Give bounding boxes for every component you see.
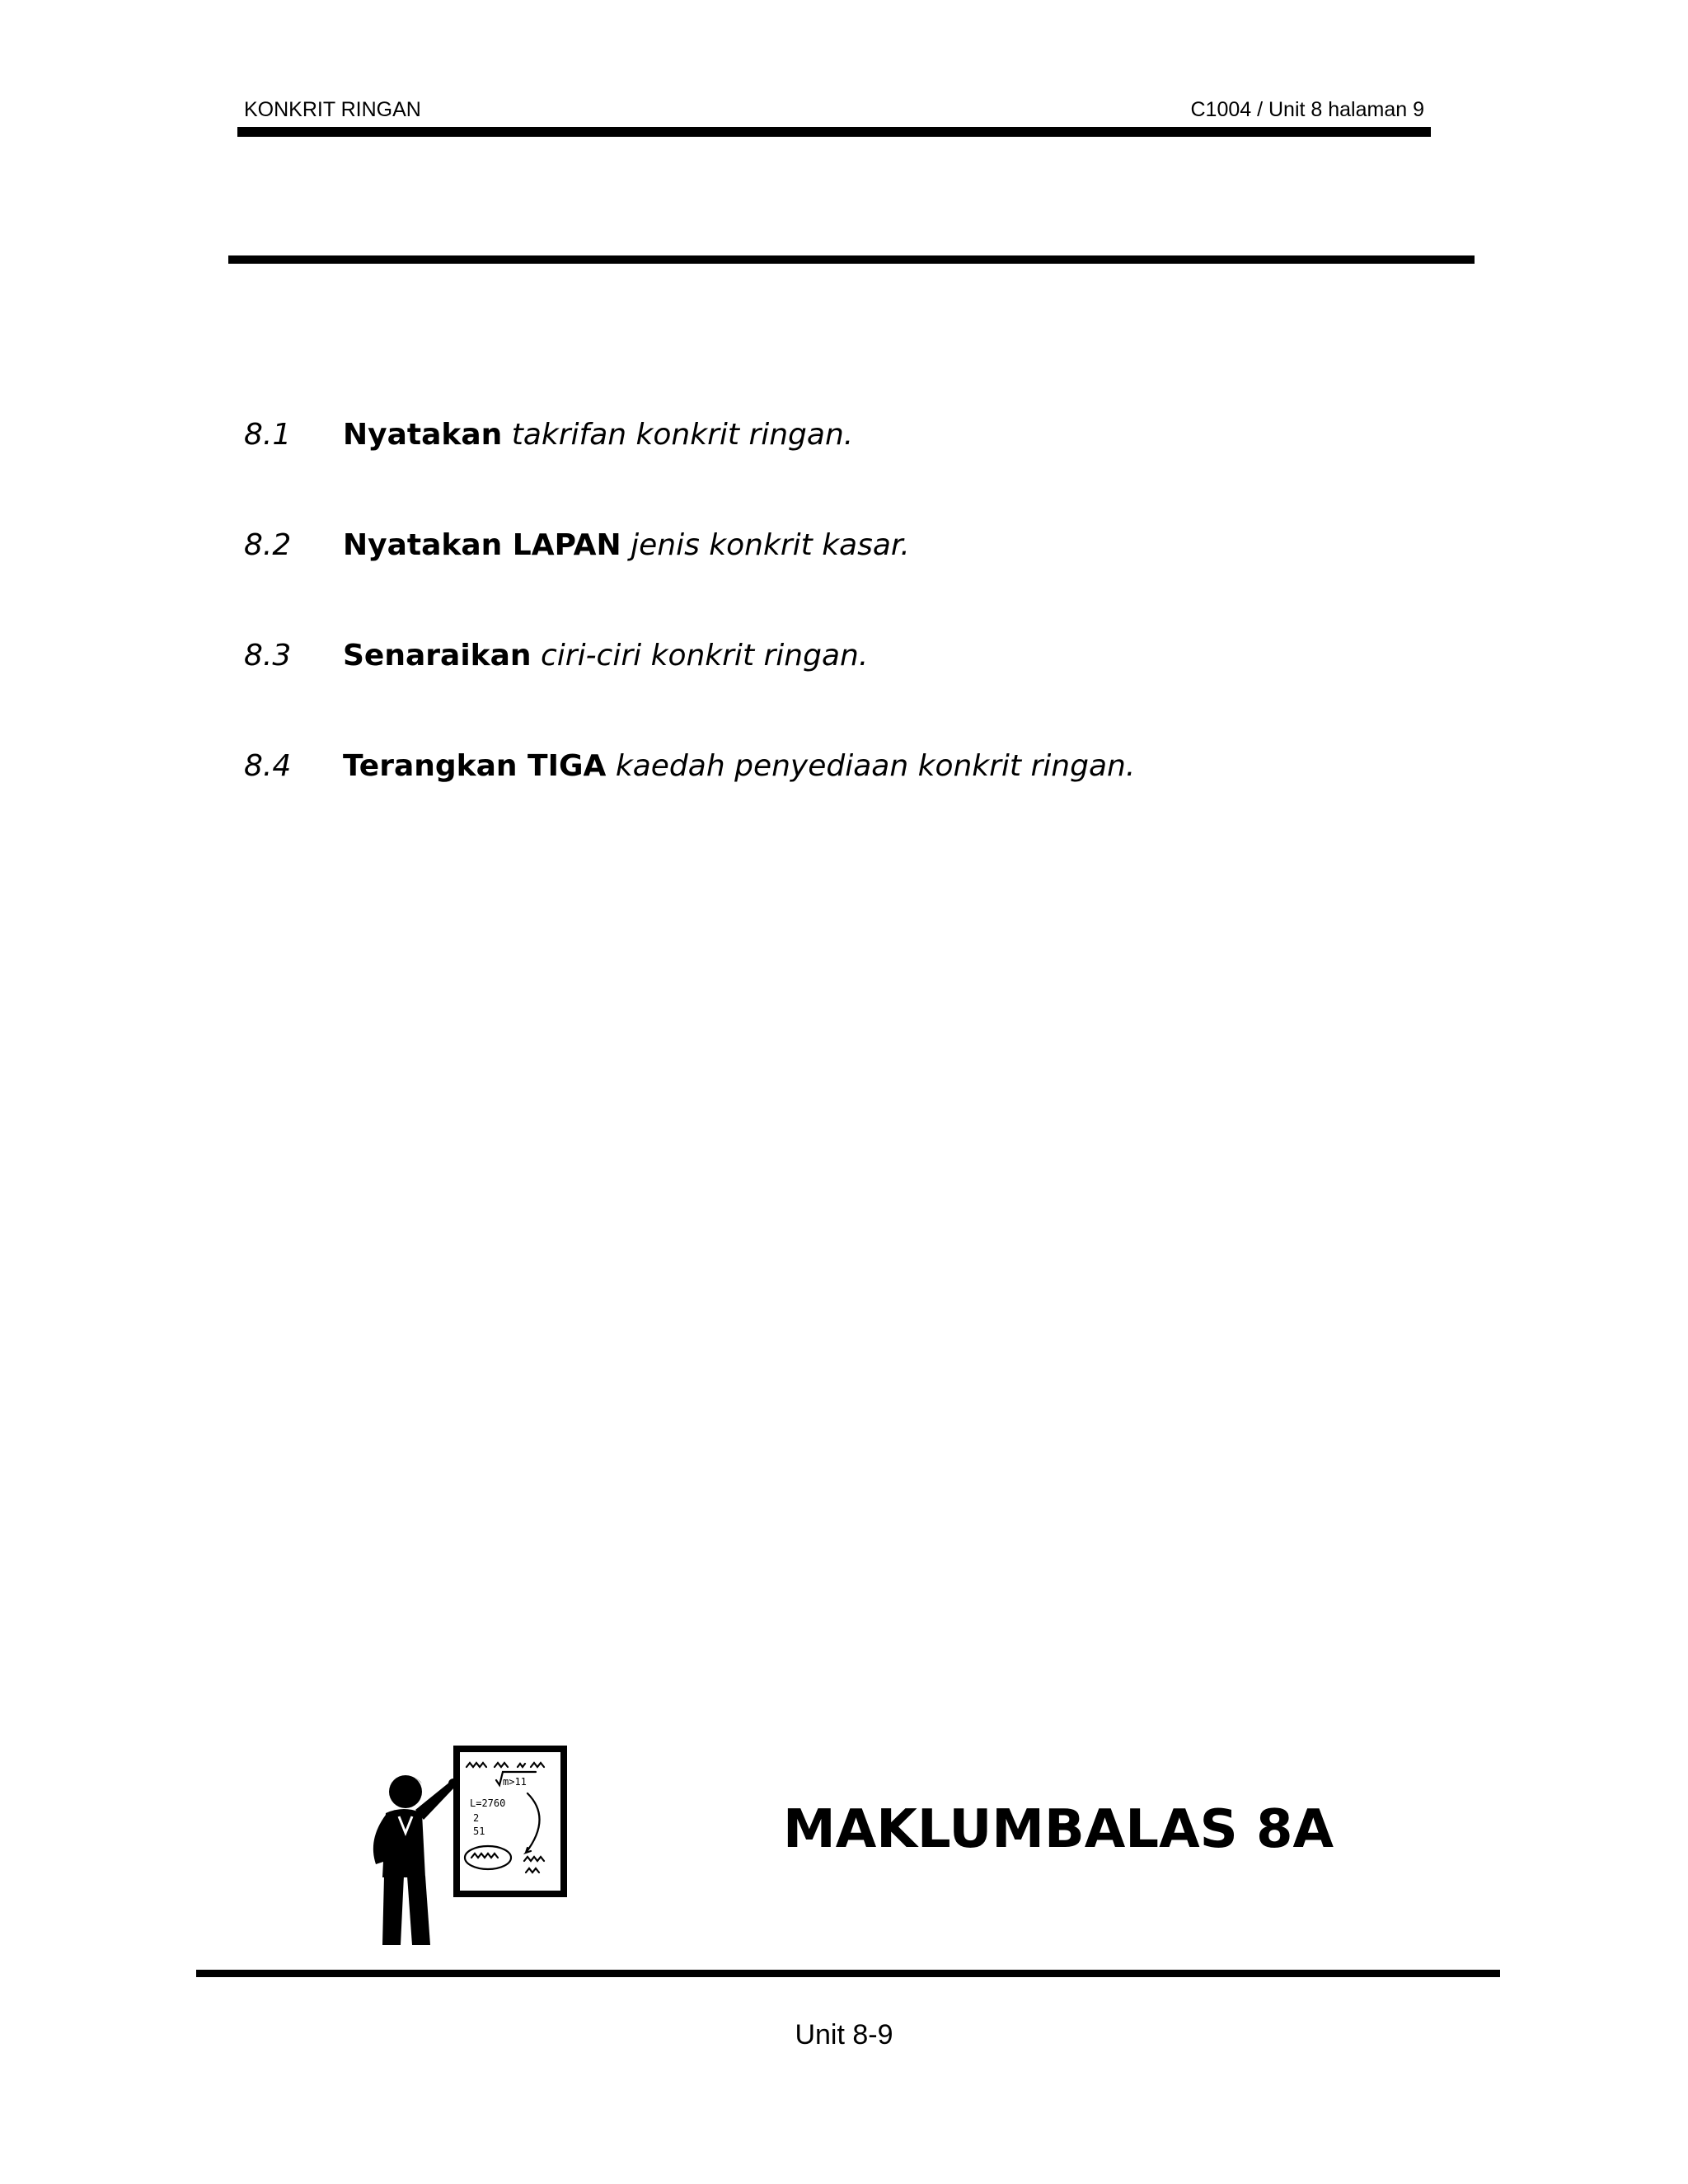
- question-verb: Terangkan TIGA: [343, 749, 607, 783]
- svg-text:m>11: m>11: [503, 1776, 527, 1788]
- section-rule: [228, 255, 1475, 264]
- svg-text:51: 51: [473, 1825, 485, 1837]
- question-item: [244, 747, 1480, 786]
- question-verb: Nyatakan: [343, 418, 503, 452]
- running-header-title: KONKRIT RINGAN: [244, 98, 421, 121]
- question-text: ciri-ciri konkrit ringan.: [540, 639, 869, 673]
- question-item: [244, 415, 1480, 455]
- question-number: 8.1: [244, 418, 292, 452]
- question-item: [244, 526, 1480, 565]
- question-verb: Senaraikan: [343, 639, 532, 673]
- question-number: 8.4: [244, 749, 292, 783]
- question-text: jenis konkrit kasar.: [631, 528, 910, 562]
- running-header-page-ref: C1004 / Unit 8 halaman 9: [1190, 98, 1424, 121]
- question-verb: Nyatakan LAPAN: [343, 528, 621, 562]
- question-text: kaedah penyediaan konkrit ringan.: [615, 749, 1136, 783]
- feedback-title: MAKLUMBALAS 8A: [783, 1799, 1334, 1860]
- question-number: 8.2: [244, 528, 292, 562]
- question-text: takrifan konkrit ringan.: [511, 418, 854, 452]
- svg-text:L=2760: L=2760: [470, 1797, 506, 1809]
- page-number: Unit 8-9: [795, 2019, 893, 2050]
- header-rule: [237, 127, 1431, 137]
- svg-text:2: 2: [473, 1812, 480, 1824]
- teacher-at-board-icon: [363, 1746, 569, 1947]
- footer-rule: [196, 1970, 1500, 1977]
- question-item: [244, 636, 1480, 676]
- question-number: 8.3: [244, 639, 292, 673]
